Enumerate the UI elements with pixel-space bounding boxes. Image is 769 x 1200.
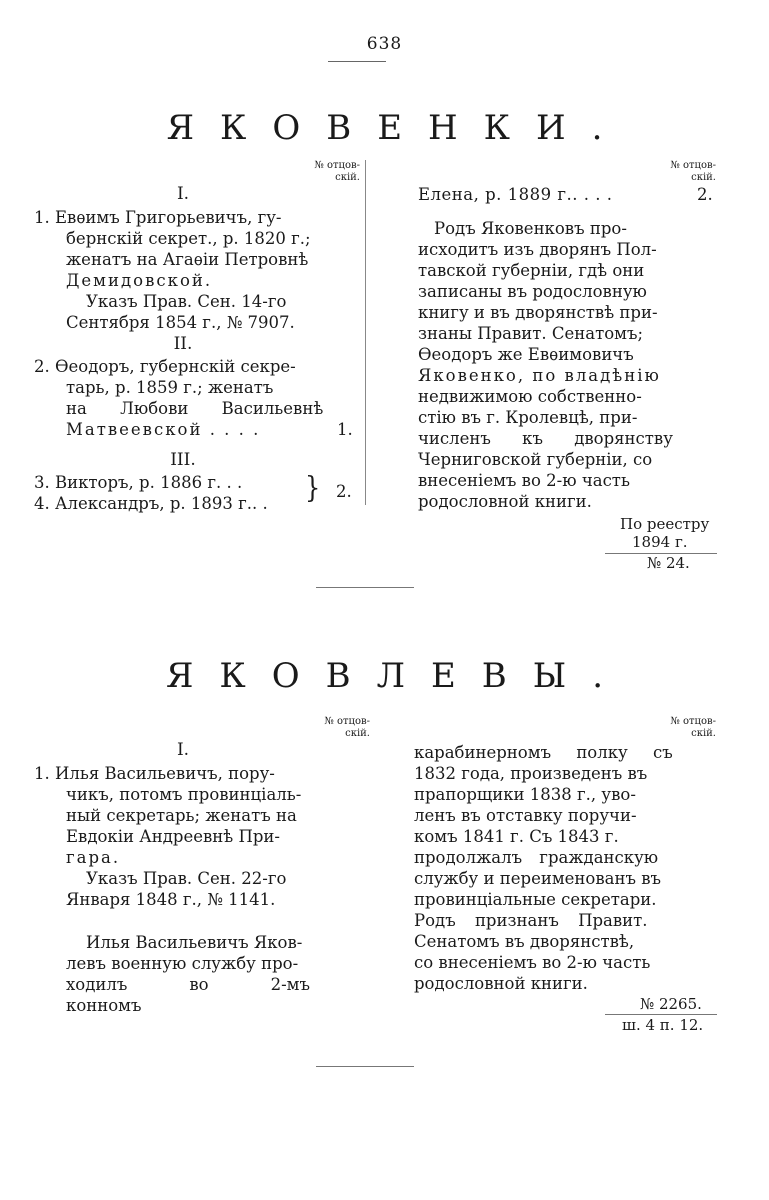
- entry-line: Матвеевской . . . .: [66, 420, 261, 439]
- entry-line: на Любови Васильевнѣ: [66, 399, 324, 418]
- generation-heading: III.: [170, 450, 196, 470]
- paragraph-line: прапорщики 1838 г., уво-: [414, 785, 636, 804]
- col-header-line-1: № отцов-: [670, 160, 716, 171]
- entry-line: ный секретарь; женатъ на: [66, 806, 297, 825]
- genealogy-entry-2: [34, 356, 334, 440]
- generation-heading: II.: [173, 334, 193, 354]
- paragraph-line: ходилъ во 2-мъ конномъ: [66, 975, 310, 1015]
- genealogy-entry-1: [34, 207, 320, 333]
- right-col-header: [636, 716, 716, 740]
- col-header-line-2: скій.: [691, 172, 716, 183]
- col-header-line-2: скій.: [691, 728, 716, 739]
- section-separator: [316, 1066, 414, 1067]
- father-number: 1.: [337, 420, 353, 439]
- right-col-header: [636, 160, 716, 184]
- registry-number: № 2265.: [640, 995, 702, 1013]
- paragraph-line: Родъ признанъ Правит.: [414, 911, 648, 930]
- column-divider: [365, 160, 366, 505]
- reference-rule: [605, 1014, 717, 1015]
- paragraph-line: Родъ Яковенковъ про-: [434, 219, 627, 238]
- paragraph-line: продолжалъ гражданскую: [414, 848, 659, 867]
- paragraph-line: карабинерномъ полку съ: [414, 743, 673, 762]
- entry-line: 1. Евѳимъ Григорьевичъ, гу-: [34, 208, 282, 227]
- paragraph-line: комъ 1841 г. Съ 1843 г.: [414, 827, 619, 846]
- generation-heading: I.: [176, 740, 190, 760]
- paragraph-line: 1832 года, произведенъ въ: [414, 764, 648, 783]
- registry-number: № 24.: [647, 554, 690, 572]
- paragraph-line: Илья Васильевичъ Яков-: [86, 933, 303, 952]
- paragraph-line: знаны Правит. Сенатомъ;: [418, 324, 644, 343]
- paragraph-line: ленъ въ отставку поручи-: [414, 806, 637, 825]
- page-number-underline: [328, 61, 386, 62]
- family-history-paragraph: [418, 218, 712, 512]
- paragraph-line: стію въ г. Кролевцѣ, при-: [418, 408, 638, 427]
- paragraph-line: Сенатомъ въ дворянствѣ,: [414, 932, 635, 951]
- father-number: 2.: [697, 185, 713, 204]
- paragraph-line: со внесеніемъ во 2-ю часть: [414, 953, 651, 972]
- page-number: 638: [366, 34, 403, 54]
- paragraph-line: записаны въ родословную: [418, 282, 647, 301]
- paragraph-line: Яковенко, по владѣнію: [418, 366, 661, 385]
- entry-line: Демидовской.: [66, 271, 213, 290]
- entry-line: 2. Ѳеодоръ, губернскій секре-: [34, 357, 296, 376]
- paragraph-line: численъ къ дворянству: [418, 429, 673, 448]
- father-number: 2.: [336, 482, 352, 501]
- entry-line: женатъ на Агаѳіи Петровнѣ: [66, 250, 309, 269]
- genealogy-entry-1: [34, 763, 310, 910]
- paragraph-line: Черниговской губерніи, со: [418, 450, 653, 469]
- paragraph-line: книгу и въ дворянствѣ при-: [418, 303, 658, 322]
- paragraph-line: родословной книги.: [418, 492, 592, 511]
- left-col-header: [290, 716, 370, 740]
- section-title-yakovenki: ЯКОВЕНКИ.: [166, 108, 629, 148]
- genealogy-entry-elena: Елена, р. 1889 г.. . . .: [418, 185, 613, 204]
- paragraph-line: Ѳеодоръ же Евѳимовичъ: [418, 345, 634, 364]
- service-paragraph: [66, 932, 310, 1016]
- col-header-line-1: № отцов-: [314, 160, 360, 171]
- entry-line: чикъ, потомъ провинціаль-: [66, 785, 302, 804]
- paragraph-line: недвижимою собственно-: [418, 387, 642, 406]
- entry-line: Указъ Прав. Сен. 14-го: [86, 292, 287, 311]
- col-header-line-1: № отцов-: [670, 716, 716, 727]
- paragraph-line: внесеніемъ во 2-ю часть: [418, 471, 630, 490]
- service-paragraph-continued: [414, 742, 714, 994]
- entry-line: Января 1848 г., № 1141.: [66, 890, 276, 909]
- paragraph-line: исходитъ изъ дворянъ Пол-: [418, 240, 657, 259]
- entry-line: бернскій секрет., р. 1820 г.;: [66, 229, 311, 248]
- col-header-line-2: скій.: [345, 728, 370, 739]
- grouping-brace: }: [305, 471, 321, 505]
- entry-line: гара.: [66, 848, 121, 867]
- paragraph-line: тавской губерніи, гдѣ они: [418, 261, 645, 280]
- genealogy-entry-4: 4. Александръ, р. 1893 г.. .: [34, 494, 268, 513]
- entry-line: Сентября 1854 г., № 7907.: [66, 313, 295, 332]
- paragraph-line: левъ военную службу про-: [66, 954, 299, 973]
- registry-year: 1894 г.: [632, 533, 688, 551]
- entry-line: Указъ Прав. Сен. 22-го: [86, 869, 287, 888]
- entry-line: 1. Илья Васильевичъ, пору-: [34, 764, 275, 783]
- registry-reference: По реестру: [620, 515, 710, 533]
- col-header-line-1: № отцов-: [324, 716, 370, 727]
- generation-heading: I.: [176, 184, 190, 204]
- paragraph-line: провинціальные секретари.: [414, 890, 657, 909]
- section-title-yakovlevy: ЯКОВЛЕВЫ.: [165, 656, 630, 696]
- left-col-header: [280, 160, 360, 184]
- paragraph-line: службу и переименованъ въ: [414, 869, 662, 888]
- paragraph-line: родословной книги.: [414, 974, 588, 993]
- genealogy-entry-3: 3. Викторъ, р. 1886 г. . .: [34, 473, 243, 492]
- entry-line: тарь, р. 1859 г.; женатъ: [66, 378, 274, 397]
- registry-location: ш. 4 п. 12.: [622, 1016, 704, 1034]
- col-header-line-2: скій.: [335, 172, 360, 183]
- entry-line: Евдокіи Андреевнѣ При-: [66, 827, 281, 846]
- section-separator: [316, 587, 414, 588]
